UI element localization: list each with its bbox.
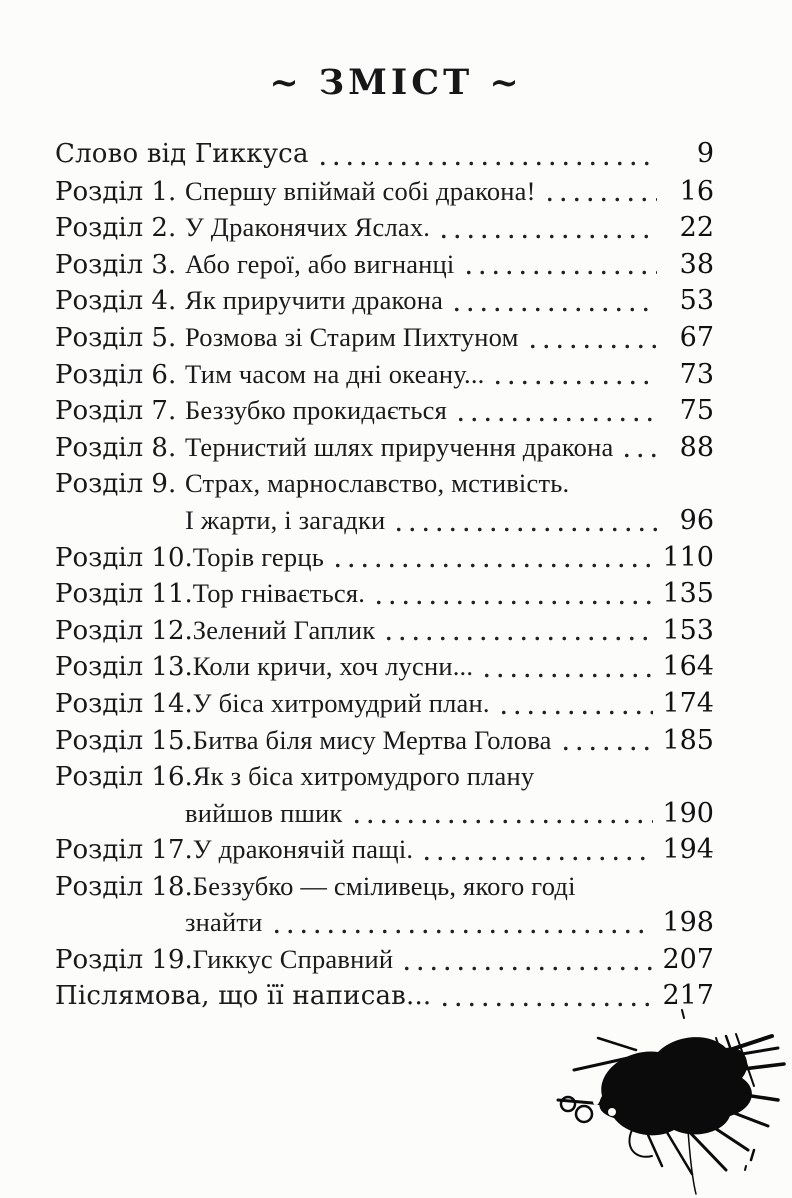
toc-row — [55, 685, 714, 722]
toc-row — [55, 173, 714, 210]
dot-leader — [454, 392, 657, 429]
page-number: 164 — [662, 651, 714, 683]
section-title: Слово від Гиккуса — [55, 139, 309, 169]
toc-row — [55, 209, 714, 246]
toc-row — [55, 758, 714, 795]
page-number: 53 — [679, 285, 714, 317]
dot-leader — [543, 173, 657, 210]
page-title: ~ ЗМІСТ ~ — [269, 62, 523, 103]
chapter-label: Розділ 10. — [55, 542, 193, 573]
dot-leader — [497, 685, 654, 722]
toc-row — [55, 575, 714, 612]
toc-row — [55, 904, 714, 941]
chapter-title: У драконячій пащі. — [192, 834, 414, 865]
chapter-label: Розділ 19. — [55, 945, 193, 976]
chapter-title: Тор гнівається. — [192, 578, 366, 609]
chapter-title: Спершу впіймай собі дракона! — [185, 175, 536, 206]
toc-row — [55, 941, 714, 978]
chapter-title: знайти — [185, 907, 263, 938]
page-number: 174 — [662, 687, 714, 719]
chapter-label: Розділ 14. — [55, 688, 193, 719]
chapter-label: Розділ 3. — [55, 249, 177, 280]
chapter-title: Розмова зі Старим Пихтуном — [185, 321, 519, 352]
toc-row — [55, 539, 714, 576]
dot-leader — [400, 941, 653, 978]
chapter-title: вийшов пшик — [185, 797, 343, 828]
dot-leader — [420, 831, 653, 868]
page-number: 22 — [679, 212, 714, 244]
page-number: 198 — [662, 907, 714, 939]
chapter-title: Страх, марнославство, мстивість. — [185, 468, 570, 499]
chapter-label: Розділ 7. — [55, 396, 177, 427]
dot-leader — [526, 319, 657, 356]
page-number: 194 — [662, 834, 714, 866]
section-title: Післямова, що її написав... — [55, 980, 432, 1011]
dot-leader — [270, 904, 654, 941]
chapter-title: І жарти, і загадки — [185, 504, 386, 535]
page-number: 38 — [679, 248, 714, 280]
chapter-label: Розділ 18. — [55, 871, 193, 902]
dot-leader — [372, 575, 653, 612]
dot-leader — [620, 429, 657, 466]
toc-row — [55, 392, 714, 429]
dot-leader — [350, 795, 654, 832]
page-number: 73 — [679, 358, 714, 390]
toc-row — [55, 246, 714, 283]
page-number: 207 — [662, 944, 714, 976]
toc-row — [55, 429, 714, 466]
chapter-title: Або герої, або вигнанці — [185, 248, 455, 279]
chapter-title: У Драконячих Яслах. — [185, 212, 431, 243]
toc-row — [55, 612, 714, 649]
toc-row — [55, 319, 714, 356]
chapter-title: Тим часом на дні океану... — [185, 358, 485, 389]
dot-leader — [462, 246, 658, 283]
chapter-title: Коли кричи, хоч лусни... — [192, 651, 474, 682]
chapter-label: Розділ 1. — [55, 176, 177, 207]
toc-row — [55, 502, 714, 539]
dot-leader — [316, 136, 657, 173]
chapter-label: Розділ 6. — [55, 359, 177, 390]
page-number: 185 — [662, 724, 714, 756]
chapter-label: Розділ 16. — [55, 762, 193, 793]
dot-leader — [331, 539, 653, 576]
chapter-title: Як з біса хитромудрого плану — [192, 761, 535, 792]
chapter-title: Битва біля мису Мертва Голова — [192, 724, 552, 755]
page-number: 16 — [679, 175, 714, 207]
dot-leader — [480, 648, 653, 685]
chapter-title: Торів герць — [192, 541, 324, 572]
chapter-label: Розділ 8. — [55, 432, 177, 463]
chapter-label: Розділ 15. — [55, 725, 193, 756]
toc-row — [55, 795, 714, 832]
chapter-label: Розділ 2. — [55, 213, 177, 244]
chapter-label: Розділ 11. — [55, 579, 193, 610]
toc-row — [55, 831, 714, 868]
chapter-label: Розділ 9. — [55, 469, 177, 500]
toc-row — [55, 282, 714, 319]
page-number: 110 — [662, 541, 714, 573]
chapter-title: Тернистий шлях приручення дракона — [185, 431, 614, 462]
page-number: 9 — [696, 138, 714, 169]
dot-leader — [559, 722, 654, 759]
chapter-title: Беззубко прокидається — [185, 395, 447, 426]
ink-scribble-illustration — [540, 1008, 792, 1198]
chapter-label: Розділ 4. — [55, 286, 177, 317]
toc-row — [55, 465, 714, 502]
chapter-label: Розділ 13. — [55, 652, 193, 683]
dot-leader — [392, 502, 657, 539]
toc-row — [55, 648, 714, 685]
toc-row — [55, 868, 714, 905]
chapter-label: Розділ 5. — [55, 322, 177, 353]
page-number: 75 — [679, 395, 714, 427]
dot-leader — [491, 356, 657, 393]
chapter-title: Гиккус Справний — [192, 944, 394, 975]
page-number: 153 — [662, 614, 714, 646]
toc-list — [55, 136, 714, 1014]
chapter-title: У біса хитромудрий план. — [192, 687, 490, 718]
page-number: 135 — [662, 578, 714, 610]
dot-leader — [437, 209, 657, 246]
toc-row — [55, 136, 714, 173]
toc-row — [55, 356, 714, 393]
dot-leader — [450, 282, 657, 319]
page-number: 96 — [679, 504, 714, 536]
page-number: 217 — [662, 979, 714, 1011]
chapter-title: Беззубко — сміливець, якого годі — [192, 870, 576, 901]
page-number: 190 — [662, 797, 714, 829]
page-number: 67 — [679, 321, 714, 353]
dot-leader — [382, 612, 653, 649]
chapter-label: Розділ 17. — [55, 835, 193, 866]
toc-row — [55, 722, 714, 759]
chapter-title: Зелений Гаплик — [192, 614, 376, 645]
chapter-label: Розділ 12. — [55, 615, 193, 646]
page-number: 88 — [679, 431, 714, 463]
chapter-title: Як приручити дракона — [185, 285, 444, 316]
